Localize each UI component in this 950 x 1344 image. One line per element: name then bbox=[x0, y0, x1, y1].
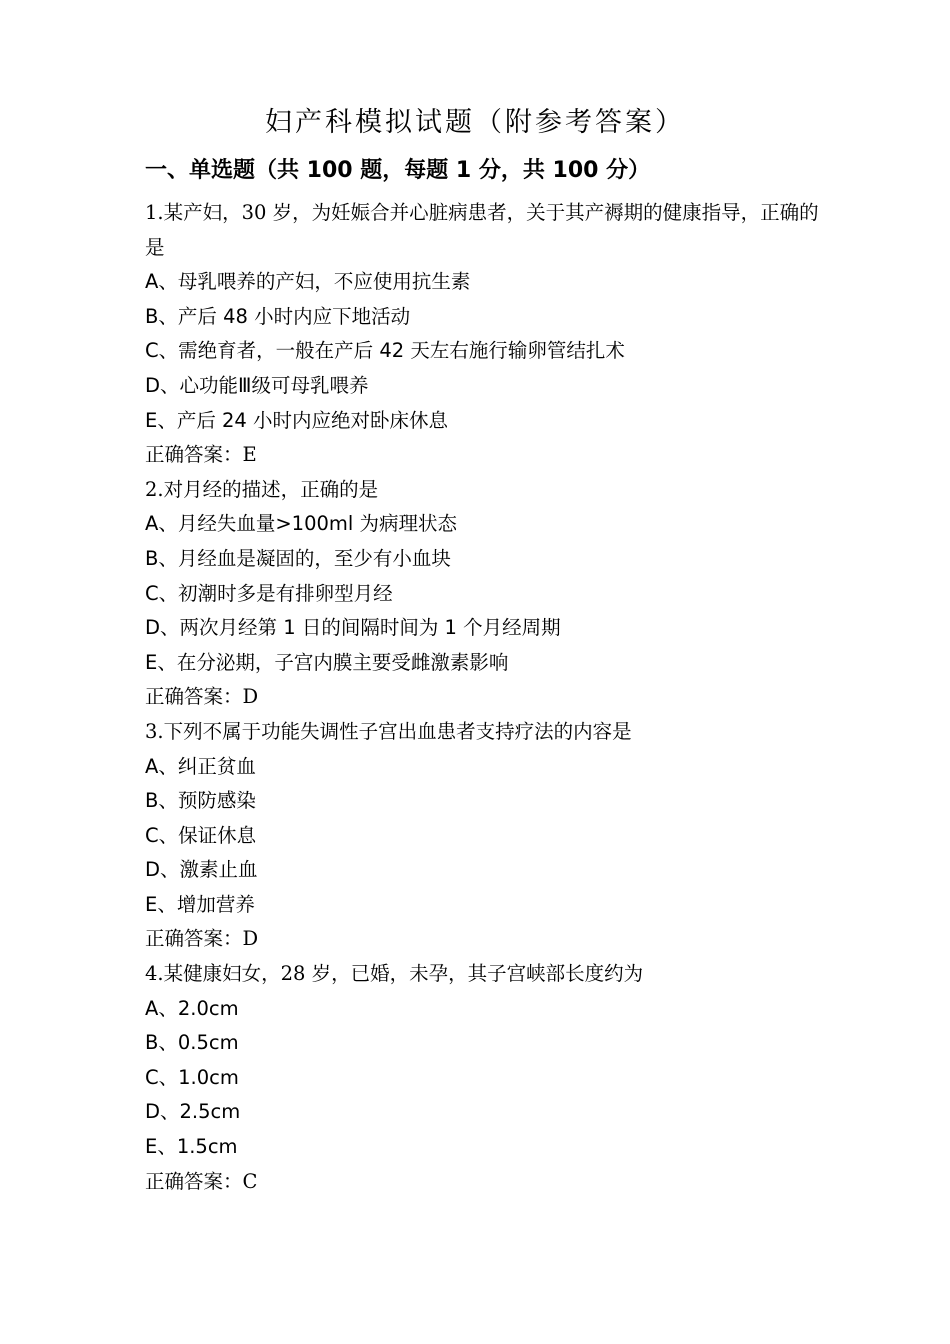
option-e: E、1.5cm bbox=[145, 1135, 238, 1159]
option-d: D、心功能Ⅲ级可母乳喂养 bbox=[145, 373, 369, 397]
question-list bbox=[145, 196, 825, 1199]
question-stem: 4.某健康妇女，28 岁，已婚，未孕，其子宫峡部长度约为 bbox=[145, 962, 644, 986]
option-d: D、2.5cm bbox=[145, 1100, 241, 1124]
question-stem: 2.对月经的描述，正确的是 bbox=[145, 477, 379, 501]
option-c: C、初潮时多是有排卵型月经 bbox=[145, 581, 393, 605]
option-a: A、纠正贫血 bbox=[145, 754, 256, 778]
option-d: D、两次月经第 1 日的间隔时间为 1 个月经周期 bbox=[145, 616, 561, 640]
option-c: C、保证休息 bbox=[145, 823, 257, 847]
correct-answer: 正确答案：E bbox=[145, 443, 257, 467]
option-c: C、需绝育者，一般在产后 42 天左右施行输卵管结扎术 bbox=[145, 339, 625, 363]
option-e: E、产后 24 小时内应绝对卧床休息 bbox=[145, 408, 449, 432]
question-1 bbox=[145, 196, 825, 473]
correct-answer: 正确答案：C bbox=[145, 1169, 258, 1193]
correct-answer: 正确答案：D bbox=[145, 685, 259, 709]
option-b: B、产后 48 小时内应下地活动 bbox=[145, 304, 411, 328]
question-4 bbox=[145, 957, 825, 1199]
option-a: A、2.0cm bbox=[145, 996, 239, 1020]
question-stem: 1.某产妇，30 岁，为妊娠合并心脏病患者，关于其产褥期的健康指导，正确的是 bbox=[145, 201, 819, 259]
option-e: E、在分泌期，子宫内膜主要受雌激素影响 bbox=[145, 650, 509, 674]
question-stem: 3.下列不属于功能失调性子宫出血患者支持疗法的内容是 bbox=[145, 719, 632, 743]
option-a: A、母乳喂养的产妇，不应使用抗生素 bbox=[145, 270, 471, 294]
document-title: 妇产科模拟试题（附参考答案） bbox=[265, 107, 685, 138]
question-3 bbox=[145, 715, 825, 957]
option-b: B、0.5cm bbox=[145, 1031, 239, 1055]
option-b: B、预防感染 bbox=[145, 789, 256, 813]
correct-answer: 正确答案：D bbox=[145, 927, 259, 951]
option-b: B、月经血是凝固的，至少有小血块 bbox=[145, 546, 451, 570]
option-d: D、激素止血 bbox=[145, 858, 258, 882]
question-2 bbox=[145, 473, 825, 715]
option-a: A、月经失血量>100ml 为病理状态 bbox=[145, 512, 458, 536]
section-heading: 一、单选题（共 100 题，每题 1 分，共 100 分） bbox=[145, 158, 651, 183]
option-c: C、1.0cm bbox=[145, 1065, 239, 1089]
option-e: E、增加营养 bbox=[145, 892, 255, 916]
